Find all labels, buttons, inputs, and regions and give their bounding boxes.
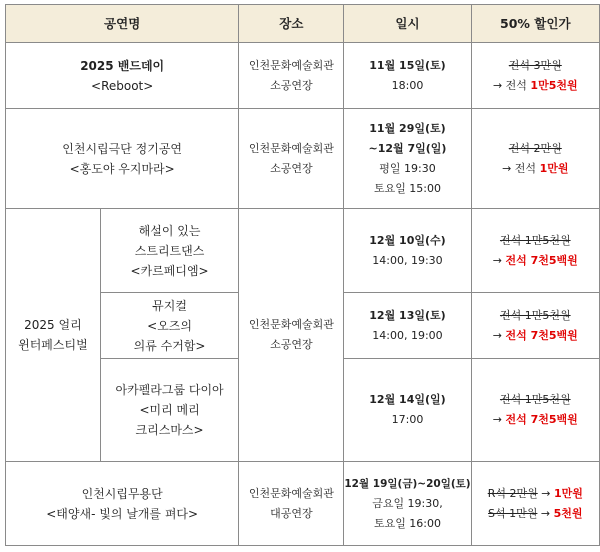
venue: 인천문화예술회관 소공연장 xyxy=(239,109,344,209)
original-price: R석 2만원 xyxy=(487,486,538,500)
discounted-price: 1만5천원 xyxy=(530,78,578,92)
date-time: 12월 19일(금)~20일(토) 금요일 19:30, 토요일 16:00 xyxy=(344,462,471,546)
show-title: 아카펠라그룹 다이아 <미리 메리 크리스마스> xyxy=(100,359,239,462)
discount-price: 전석 3만원 → 전석 1만5천원 xyxy=(471,43,599,109)
header-title: 공연명 xyxy=(6,5,239,43)
table-row xyxy=(6,109,600,209)
date-time: 11월 15일(토) 18:00 xyxy=(344,43,471,109)
festival-name: 2025 얼리 윈터페스티벌 xyxy=(6,209,101,462)
venue: 인천문화예술회관 소공연장 xyxy=(239,209,344,462)
header-venue: 장소 xyxy=(239,5,344,43)
discount-price: R석 2만원 → 1만원 S석 1만원 → 5천원 xyxy=(471,462,599,546)
discounted-price: 전석 7천5백원 xyxy=(505,413,578,426)
table-row xyxy=(6,43,600,109)
date-time: 11월 29일(토) ~12월 7일(일) 평일 19:30 토요일 15:00 xyxy=(344,109,471,209)
discount-price: 전석 2만원 → 전석 1만원 xyxy=(471,109,599,209)
discount-price: 전석 1만5천원 → 전석 7천5백원 xyxy=(471,209,599,293)
header-price: 50% 할인가 xyxy=(471,5,599,43)
discounted-price: 1만원 xyxy=(539,161,569,175)
table-row xyxy=(6,462,600,546)
show-title: 인천시립극단 정기공연 <홍도야 우지마라> xyxy=(6,109,239,209)
discounted-price: 5천원 xyxy=(553,506,583,520)
show-title: 해설이 있는 스트리트댄스 <카르페디엠> xyxy=(100,209,239,293)
venue: 인천문화예술회관 대공연장 xyxy=(239,462,344,546)
discount-price: 전석 1만5천원 → 전석 7천5백원 xyxy=(471,359,599,462)
date-time: 12월 14일(일) 17:00 xyxy=(344,359,471,462)
discount-price: 전석 1만5천원 → 전석 7천5백원 xyxy=(471,293,599,359)
venue: 인천문화예술회관 소공연장 xyxy=(239,43,344,109)
show-title: 뮤지컬 <오즈의 의류 수거함> xyxy=(100,293,239,359)
original-price: 전석 1만5천원 xyxy=(499,393,571,406)
header-row xyxy=(6,5,600,43)
discounted-price: 전석 7천5백원 xyxy=(505,253,578,267)
discounted-price: 1만원 xyxy=(553,486,583,500)
date-time: 12월 10일(수) 14:00, 19:30 xyxy=(344,209,471,293)
date-time: 12월 13일(토) 14:00, 19:00 xyxy=(344,293,471,359)
show-title: 2025 밴드데이 <Reboot> xyxy=(6,43,239,109)
original-price: 전석 1만5천원 xyxy=(499,308,571,322)
show-title: 인천시립무용단 <태양새- 빛의 날개를 펴다> xyxy=(6,462,239,546)
discounted-price: 전석 7천5백원 xyxy=(505,328,578,342)
original-price: 전석 2만원 xyxy=(508,141,562,155)
table-row xyxy=(6,209,600,293)
discount-schedule-table xyxy=(5,4,600,546)
original-price: S석 1만원 xyxy=(488,506,538,520)
header-date: 일시 xyxy=(344,5,471,43)
original-price: 전석 3만원 xyxy=(508,58,562,72)
original-price: 전석 1만5천원 xyxy=(499,233,571,247)
